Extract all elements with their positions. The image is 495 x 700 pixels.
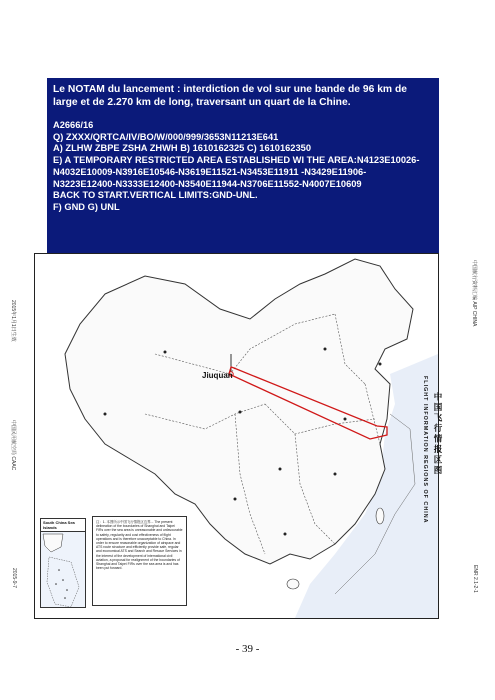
notam-line: BACK TO START.VERTICAL LIMITS:GND-UNL. bbox=[53, 190, 258, 201]
notam-line: N3223E12400-N3333E12400-N3540E11944-N3706E11552-N4007E10609 bbox=[53, 178, 362, 189]
margin-right-enr: ENR 2.1-2-1 bbox=[472, 565, 478, 593]
notam-box bbox=[47, 78, 439, 260]
inset-title: South China Sea Islands bbox=[41, 519, 85, 532]
hainan-island bbox=[287, 579, 299, 589]
margin-left-effective: 2015年1月1日生效 bbox=[10, 300, 16, 342]
margin-left-date: 2015-9-7 bbox=[11, 568, 17, 589]
notam-header: Le NOTAM du lancement : interdiction de vol sur une bande de 96 km de large et de 2.270 km de long, traversant un quart de la Chine. bbox=[53, 84, 407, 108]
inset-map-drawing bbox=[41, 532, 85, 608]
jiuquan-label: Jiuquan bbox=[202, 371, 233, 380]
south-china-sea-inset bbox=[40, 518, 86, 608]
map-title-chinese: 中国飞行情报区图 bbox=[433, 392, 443, 476]
notam-line: A) ZLHW ZBPE ZSHA ZHWH B) 1610162325 C) 1610162350 bbox=[53, 143, 311, 154]
taiwan-island bbox=[376, 508, 384, 524]
page-number: - 39 - bbox=[235, 643, 260, 655]
notam-line: E) A TEMPORARY RESTRICTED AREA ESTABLISHED WI THE AREA:N4123E10026- bbox=[53, 155, 420, 166]
notam-line: F) GND G) UNL bbox=[53, 201, 120, 212]
margin-right-aip: 中国航行资料汇编 AIP CHINA bbox=[471, 260, 477, 327]
notam-line: A2666/16 bbox=[53, 120, 94, 130]
notam-body bbox=[53, 120, 433, 214]
map-title-english: FLIGHT INFORMATION REGIONS OF CHINA bbox=[422, 376, 428, 524]
map-note-box: 注：1. 本图所示中国飞行情报区边界... The present delineation of the boundaries of Shanghai and Taipei FIRs over the sea area is unreasonable and unfavourable to safety, regularity and cost effectiveness of flight operations and is therefore unacceptable to China. In order to ensure reasonable organization of airspace and ATS route structure and efficiently provide safe, regular and economical ATS and Search and Rescue Services in the interest of the development of international civil aviation, a proposal for realignment of the boundaries of Shanghai and Taipei FIRs over the sea area is and has been put forward. bbox=[92, 516, 187, 606]
margin-left-caac: 中国民用航空局 CAAC bbox=[10, 420, 16, 471]
notam-line: N4032E10009-N3916E10546-N3619E11521-N3453E11911 -N3429E11906- bbox=[53, 166, 367, 177]
notam-line: Q) ZXXX/QRTCA/IV/BO/W/000/999/3653N11213E641 bbox=[53, 131, 279, 142]
